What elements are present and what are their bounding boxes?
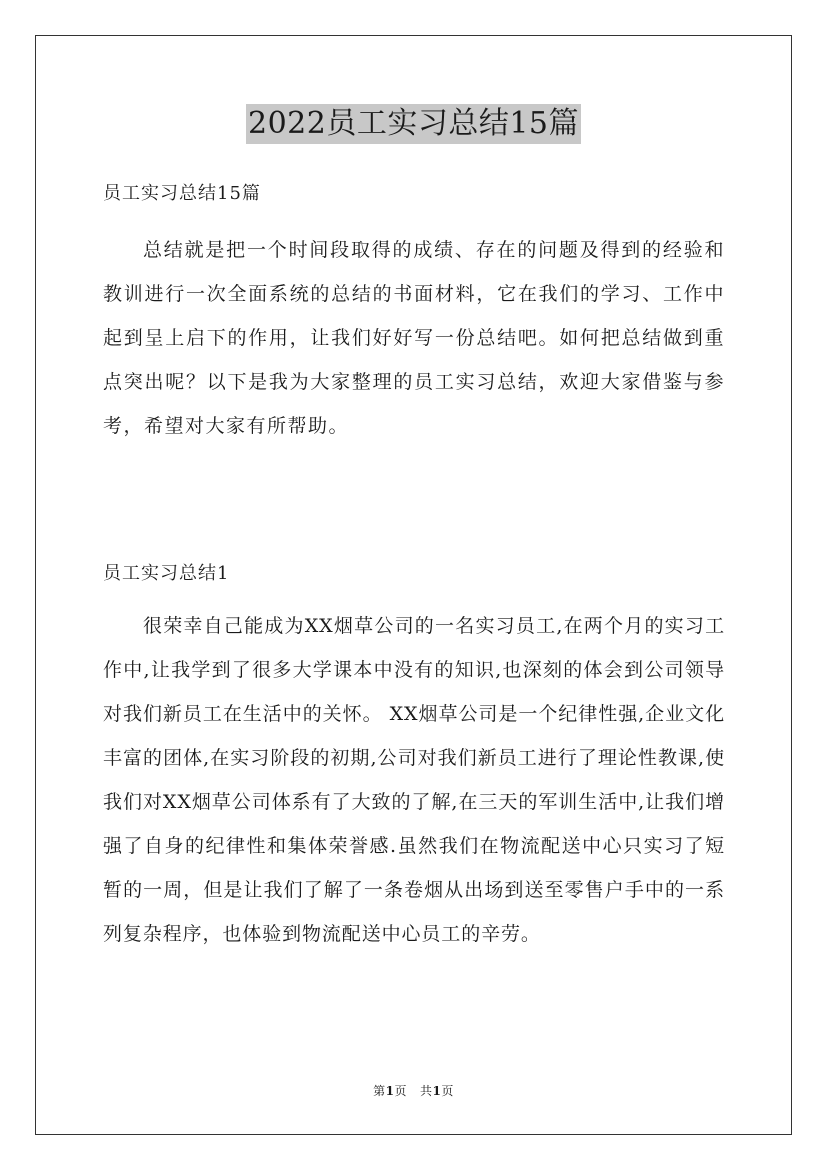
intro-paragraph: 总结就是把一个时间段取得的成绩、存在的问题及得到的经验和教训进行一次全面系统的总结的书面材料，它在我们的学习、工作中起到呈上启下的作用，让我们好好写一份总结吧。如何把总结做到重点突出呢？以下是我为大家整理的员工实习总结，欢迎大家借鉴与参考，希望对大家有所帮助。: [103, 239, 725, 437]
footer-prefix: 第: [373, 1084, 386, 1098]
section-paragraph: 很荣幸自己能成为XX烟草公司的一名实习员工,在两个月的实习工作中,让我学到了很多大学课本中没有的知识,也深刻的体会到公司领导对我们新员工在生活中的关怀。 XX烟草公司是一个纪律性强,企业文化丰富的团体,在实习阶段的初期,公司对我们新员工进行了理论性教课,使我们对XX烟草公司体系有了大致的了解,在三天的军训生活中,让我们增强了自身的纪律性和集体荣誉感.虽然我们在物流配送中心只实习了短暂的一周，但是让我们了解了一条卷烟从出场到送至零售户手中的一系列复杂程序，也体验到物流配送中心员工的辛劳。: [103, 615, 725, 945]
page-footer: [0, 1083, 827, 1099]
document-subtitle: 员工实习总结15篇: [103, 183, 261, 204]
document-title: 2022员工实习总结15篇: [246, 104, 581, 144]
footer-page-current: 1: [385, 1084, 395, 1098]
footer-page-total: 1: [432, 1084, 442, 1098]
section-heading: 员工实习总结1: [103, 563, 230, 584]
footer-mid: 页 共: [394, 1084, 433, 1098]
footer-suffix: 页: [441, 1084, 454, 1098]
title-container: [0, 104, 827, 144]
